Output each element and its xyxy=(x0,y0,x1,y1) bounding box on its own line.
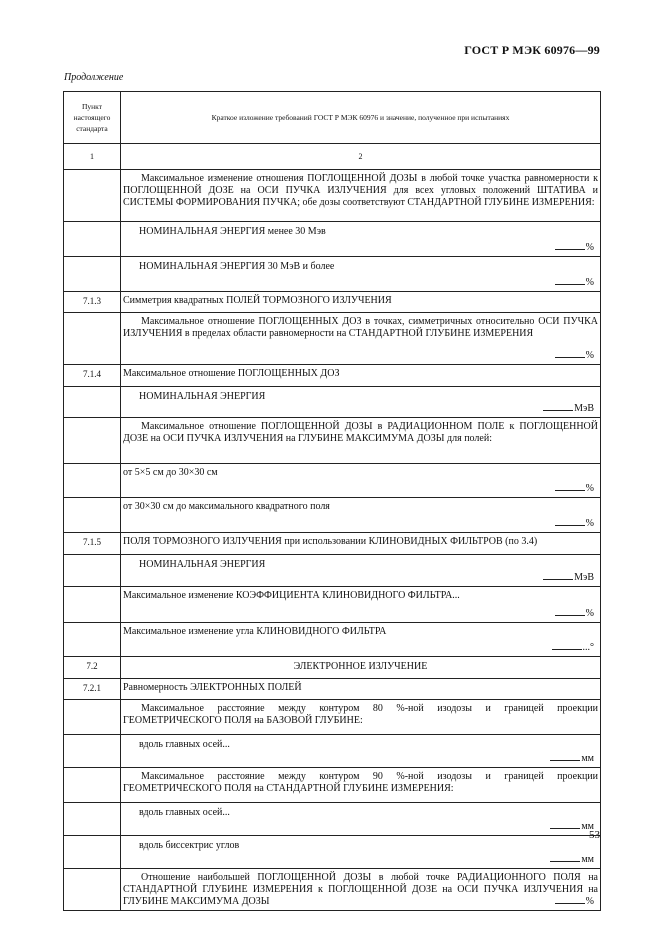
table-row xyxy=(64,292,601,313)
requirement-cell xyxy=(121,623,601,657)
requirement-cell xyxy=(121,365,601,387)
requirement-text: Симметрия квадратных ПОЛЕЙ ТОРМОЗНОГО ИЗЛУЧЕНИЯ xyxy=(123,295,392,306)
requirement-text: Равномерность ЭЛЕКТРОННЫХ ПОЛЕЙ xyxy=(123,682,302,693)
clause-number: 7.1.4 xyxy=(64,365,121,387)
clause-number xyxy=(64,623,121,657)
continuation-label: Продолжение xyxy=(64,72,124,83)
requirement-text: НОМИНАЛЬНАЯ ЭНЕРГИЯ 30 МэВ и более xyxy=(139,261,335,272)
requirement-text: НОМИНАЛЬНАЯ ЭНЕРГИЯ xyxy=(139,559,266,570)
table-row xyxy=(64,387,601,418)
clause-number xyxy=(64,464,121,498)
column-number-row xyxy=(64,144,601,170)
table-row xyxy=(64,365,601,387)
requirement-cell xyxy=(121,387,601,418)
table-row xyxy=(64,735,601,768)
value-blank[interactable] xyxy=(552,640,595,654)
unit-label: МэВ xyxy=(574,403,594,414)
blank-line xyxy=(555,516,585,526)
table-row xyxy=(64,803,601,836)
clause-number xyxy=(64,418,121,464)
clause-number: 7.1.3 xyxy=(64,292,121,313)
unit-label: мм xyxy=(581,821,594,832)
clause-number xyxy=(64,313,121,365)
clause-number xyxy=(64,555,121,587)
document-code: ГОСТ Р МЭК 60976—99 xyxy=(464,43,600,57)
column-header-clause: Пункт настоящего стандарта xyxy=(64,92,121,144)
table-row xyxy=(64,170,601,222)
clause-number xyxy=(64,803,121,836)
table-row xyxy=(64,555,601,587)
requirement-text: НОМИНАЛЬНАЯ ЭНЕРГИЯ менее 30 Мэв xyxy=(139,226,326,237)
value-blank[interactable] xyxy=(550,751,594,765)
requirement-cell xyxy=(121,768,601,803)
table-row xyxy=(64,679,601,700)
table-row xyxy=(64,836,601,869)
value-blank[interactable] xyxy=(555,240,594,254)
requirement-text: Максимальное отношение ПОГЛОЩЕННЫХ ДОЗ xyxy=(123,368,340,379)
unit-label: % xyxy=(585,896,594,907)
unit-label: МэВ xyxy=(574,572,594,583)
requirement-text: Отношение наибольшей ПОГЛОЩЕННОЙ ДОЗЫ в любой точке РАДИАЦИОННОГО ПОЛЯ на СТАНДАРТНОЙ ГЛУБИНЕ ИЗМЕРЕНИЯ к ПОГЛОЩЕННОЙ ДОЗЕ на ОСИ ПУЧКА ИЗЛУЧЕНИЯ на ГЛУБИНЕ МАКСИМУМА ДОЗЫ xyxy=(123,872,598,907)
table-row xyxy=(64,623,601,657)
blank-line xyxy=(555,894,585,904)
requirement-cell xyxy=(121,498,601,533)
clause-number xyxy=(64,170,121,222)
table-row xyxy=(64,657,601,679)
requirement-text: вдоль главных осей... xyxy=(139,807,230,818)
requirement-text: Максимальное отношение ПОГЛОЩЕННЫХ ДОЗ в точках, симметричных относительно ОСИ ПУЧКА ИЗЛУЧЕНИЯ в пределах области равномерности на СТАНДАРТНОЙ ГЛУБИНЕ ИЗМЕРЕНИЯ xyxy=(123,316,598,339)
page-number: 53 xyxy=(589,829,600,841)
clause-number xyxy=(64,257,121,292)
clause-number xyxy=(64,768,121,803)
requirement-text: вдоль биссектрис углов xyxy=(139,840,240,851)
blank-line xyxy=(550,852,580,862)
blank-line xyxy=(552,640,582,650)
clause-number xyxy=(64,222,121,257)
clause-number xyxy=(64,836,121,869)
requirement-text: от 30×30 см до максимального квадратного поля xyxy=(123,501,330,512)
value-blank[interactable] xyxy=(555,275,594,289)
blank-line xyxy=(555,240,585,250)
unit-label: % xyxy=(585,518,594,529)
table-row xyxy=(64,869,601,911)
value-blank[interactable] xyxy=(555,606,594,620)
requirement-text: от 5×5 см до 30×30 см xyxy=(123,467,218,478)
table-row xyxy=(64,533,601,555)
clause-number xyxy=(64,869,121,911)
column-number-2: 2 xyxy=(121,144,601,170)
requirement-cell xyxy=(121,679,601,700)
requirement-text: Максимальное изменение угла КЛИНОВИДНОГО ФИЛЬТРА xyxy=(123,626,387,637)
requirements-table xyxy=(63,91,601,911)
requirement-text: Максимальное изменение отношения ПОГЛОЩЕННОЙ ДОЗЫ в любой точке участка равномерности к ПОГЛОЩЕННОЙ ДОЗЕ на ОСИ ПУЧКА ИЗЛУЧЕНИЯ для всех угловых положений ШТАТИВА и СИСТЕМЫ ФОРМИРОВАНИЯ ПУЧКА; обе дозы соответствуют СТАНДАРТНОЙ ГЛУБИНЕ ИЗМЕРЕНИЯ: xyxy=(123,173,598,208)
blank-line xyxy=(555,275,585,285)
blank-line xyxy=(543,570,573,580)
requirement-text: вдоль главных осей... xyxy=(139,739,230,750)
table-header-row xyxy=(64,92,601,144)
requirement-cell xyxy=(121,555,601,587)
table-row xyxy=(64,257,601,292)
requirement-cell xyxy=(121,222,601,257)
requirement-text: НОМИНАЛЬНАЯ ЭНЕРГИЯ xyxy=(139,391,266,402)
clause-number: 7.1.5 xyxy=(64,533,121,555)
value-blank[interactable] xyxy=(543,401,594,415)
requirement-text: Максимальное отношение ПОГЛОЩЕННОЙ ДОЗЫ в РАДИАЦИОННОМ ПОЛЕ к ПОГЛОЩЕННОЙ ДОЗЕ на ОСИ ПУЧКА ИЗЛУЧЕНИЯ на ГЛУБИНЕ МАКСИМУМА ДОЗЫ для полей: xyxy=(123,421,598,444)
value-blank[interactable] xyxy=(555,894,594,908)
requirement-cell xyxy=(121,735,601,768)
requirement-cell xyxy=(121,533,601,555)
table-row xyxy=(64,768,601,803)
requirement-text: ЭЛЕКТРОННОЕ ИЗЛУЧЕНИЕ xyxy=(293,661,428,672)
unit-label: ...° xyxy=(582,642,594,653)
clause-number xyxy=(64,587,121,623)
clause-number xyxy=(64,700,121,735)
clause-number: 7.2.1 xyxy=(64,679,121,700)
requirement-cell xyxy=(121,170,601,222)
blank-line xyxy=(550,751,580,761)
blank-line xyxy=(555,348,585,358)
clause-number xyxy=(64,387,121,418)
requirement-text: ПОЛЯ ТОРМОЗНОГО ИЗЛУЧЕНИЯ при использовании КЛИНОВИДНЫХ ФИЛЬТРОВ (по 3.4) xyxy=(123,536,538,547)
column-number-1: 1 xyxy=(64,144,121,170)
value-blank[interactable] xyxy=(555,516,594,530)
blank-line xyxy=(543,401,573,411)
table-row xyxy=(64,418,601,464)
unit-label: мм xyxy=(581,854,594,865)
requirement-cell xyxy=(121,257,601,292)
unit-label: % xyxy=(585,608,594,619)
table-row xyxy=(64,464,601,498)
unit-label: % xyxy=(585,350,594,361)
requirement-cell xyxy=(121,464,601,498)
requirement-cell xyxy=(121,869,601,911)
requirement-text: Максимальное расстояние между контуром 90 %-ной изодозы и границей проекции ГЕОМЕТРИЧЕСКОГО ПОЛЯ на СТАНДАРТНОЙ ГЛУБИНЕ ИЗМЕРЕНИЯ: xyxy=(123,771,598,794)
blank-line xyxy=(555,606,585,616)
value-blank[interactable] xyxy=(543,570,594,584)
requirement-cell xyxy=(121,803,601,836)
clause-number xyxy=(64,498,121,533)
value-blank[interactable] xyxy=(555,481,594,495)
unit-label: мм xyxy=(581,753,594,764)
blank-line xyxy=(550,819,580,829)
unit-label: % xyxy=(585,483,594,494)
unit-label: % xyxy=(585,242,594,253)
value-blank[interactable] xyxy=(550,852,594,866)
clause-number xyxy=(64,735,121,768)
table-row xyxy=(64,498,601,533)
table-row xyxy=(64,587,601,623)
requirement-cell xyxy=(121,418,601,464)
table-row xyxy=(64,222,601,257)
requirement-text: Максимальное изменение КОЭФФИЦИЕНТА КЛИНОВИДНОГО ФИЛЬТРА... xyxy=(123,590,460,601)
clause-number: 7.2 xyxy=(64,657,121,679)
value-blank[interactable] xyxy=(555,348,594,362)
requirement-text: Максимальное расстояние между контуром 80 %-ной изодозы и границей проекции ГЕОМЕТРИЧЕСКОГО ПОЛЯ на БАЗОВОЙ ГЛУБИНЕ: xyxy=(123,703,598,726)
requirement-cell xyxy=(121,587,601,623)
requirement-cell xyxy=(121,657,601,679)
requirement-cell xyxy=(121,292,601,313)
table-row xyxy=(64,313,601,365)
column-header-requirements: Краткое изложение требований ГОСТ Р МЭК 60976 и значение, полученное при испытаниях xyxy=(121,92,601,144)
table-row xyxy=(64,700,601,735)
blank-line xyxy=(555,481,585,491)
requirement-cell xyxy=(121,836,601,869)
requirement-cell xyxy=(121,313,601,365)
unit-label: % xyxy=(585,277,594,288)
requirement-cell xyxy=(121,700,601,735)
